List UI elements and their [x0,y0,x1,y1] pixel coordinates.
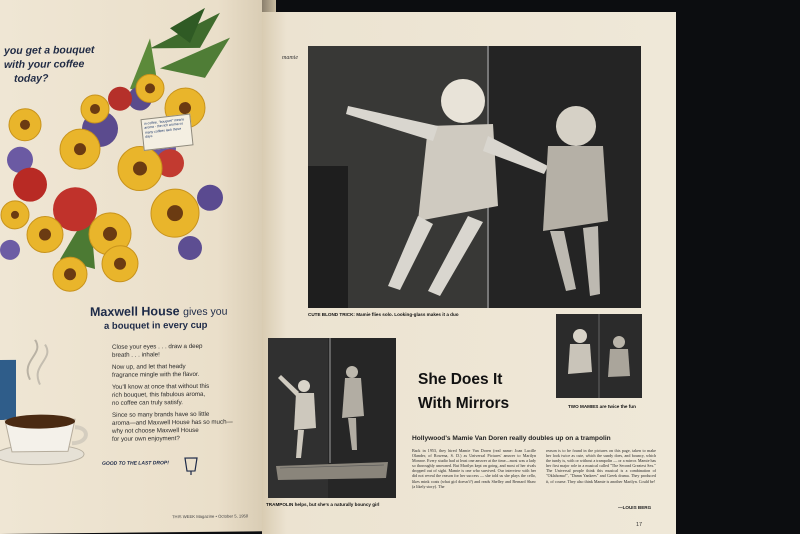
page-number: 17 [636,522,643,528]
caption-trampolin: TRAMPOLIN helps, but she's a naturally bouncy girl [266,502,380,507]
copy-line: no coffee can truly satisfy. [112,399,183,407]
right-page-article [262,12,676,534]
coffee-cup-illustration [0,339,100,480]
copy-line: why not choose Maxwell House [112,426,199,435]
ad-tagline-line: with your coffee [4,58,85,71]
page-footer: THIS WEEK Magazine • October 5, 1958 [172,513,249,520]
ad-headline [90,303,270,332]
ad-tagline-line: you get a bouquet [4,44,95,57]
photo-trampolin [268,338,396,498]
mamie-signature: mamie [282,55,298,61]
article-headline [418,368,509,416]
bouquet-tag-text: in coffee, "bouquet" means aroma - the rich aroma so many coffees lack these days [143,117,185,139]
main-photo-illustration [308,46,641,308]
caption-cute-blond-trick: CUTE BLOND TRICK: Mamie flies solo. Looking-glass makes it a duo [308,312,459,317]
article-byline: —LOUIS BERG [618,505,652,510]
ad-body-copy [112,342,262,444]
copy-line: rich bouquet, this fabulous aroma, [112,390,206,399]
copy-line: aroma—and Maxwell House has so much— [112,418,233,427]
copy-line: fragrance mingle with the flavor. [112,370,200,379]
article-column-1: Back in 1953, they hired Mamie Van Doren (real name: Joan Lucille Olander, of Rowena, S. D.) as Universal Pictures' answer to Marilyn Monroe. Every studio had at least one answer at the time—most was a lady so thoroughly unowned. But Marilyn kept on going, and most of her rivals dropped out of sight. Mamie is one who survived. Our interview with her did not reveal the reason for her success — she told us she plays the cello, likes mink coats (what girl doesn't?) and reads Shelley and Bernard Shaw (a likely story). The [412,448,536,489]
copy-line: Close your eyes . . . draw a deep [112,342,203,351]
caption-two-mamies: TWO MAMIES are twice the fun [568,404,636,409]
copy-line: You'll know at once that without this [112,382,210,391]
headline-line: She Does It [418,371,503,388]
flower-bouquet-illustration [0,7,260,310]
copy-line: for your own enjoyment? [112,435,180,443]
bouquet-tag [140,113,193,151]
copy-line: breath . . . inhale! [112,351,160,359]
small-photo-two-mamies [556,314,642,398]
ad-slogan: GOOD TO THE LAST DROP! [102,460,169,467]
cup-drop-logo-icon [182,454,200,476]
article-subhead: Hollywood's Mamie Van Doren really doubles up on a trampolin [412,435,611,442]
copy-line: Since so many brands have so little [112,410,210,419]
brand-name: Maxwell House [90,304,180,320]
article-column-2: reason is to be found in the pictures on this page, taken to make her look twice as cute, which the sundy does, and bouncy, which the tundy is, with or without a trampolin — or a mirror. Mamie has her first major role in a musical called "The Second Greatest Sex." The Universal people think this musical is a combination of "Oklahoma!", "Damn Yankees" and Greek drama. They produced it, of course. They also think Mamie is another Marilyn. Could be! [546,448,656,484]
headline-line: With Mirrors [418,395,510,412]
main-photo-mirror-jump [308,46,641,308]
trampolin-photo-illustration [268,338,396,498]
copy-line: Now up, and let that heady [112,363,186,371]
headline-line2: a bouquet in every cup [104,319,208,332]
left-page-advertisement [0,0,272,534]
small-photo-illustration [556,314,642,398]
ad-tagline-line: today? [14,72,49,85]
headline-rest: gives you [183,305,228,319]
